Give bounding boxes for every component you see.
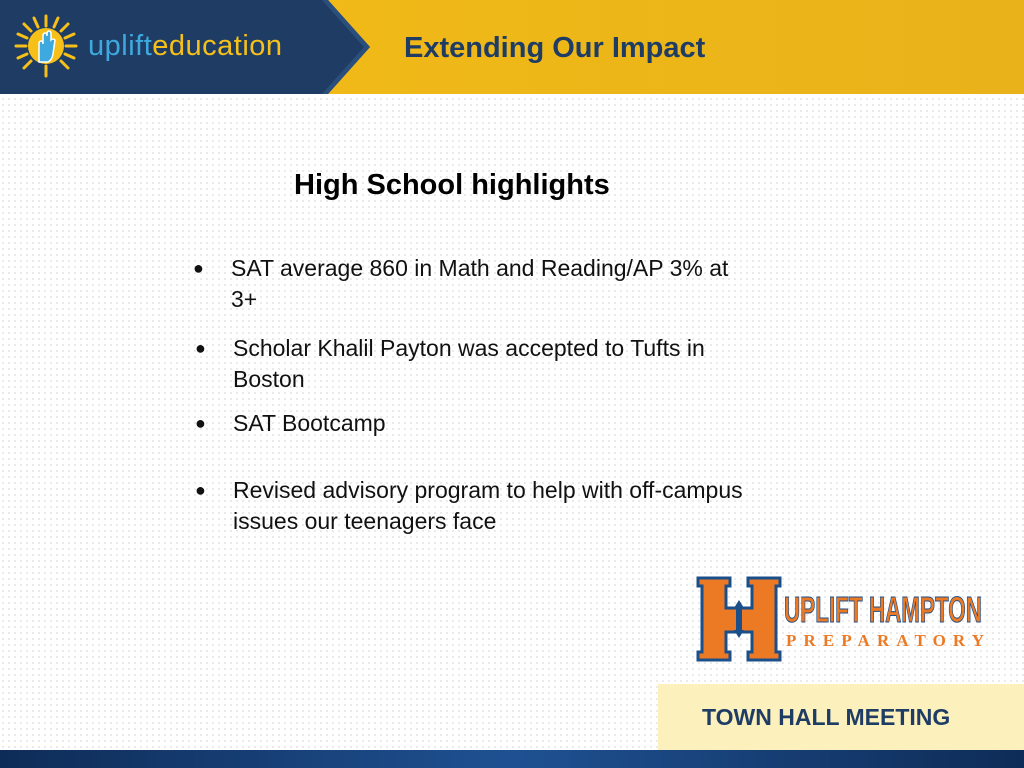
list-item-text-line1: SAT Bootcamp (233, 410, 386, 436)
list-item-text-line1: Revised advisory program to help with off-campus (233, 477, 743, 503)
brand-logo-text (88, 28, 283, 64)
bullet-icon: ● (193, 258, 204, 278)
school-logo (696, 576, 988, 662)
list-item (195, 408, 815, 439)
town-hall-label: TOWN HALL MEETING (702, 704, 951, 730)
brand-logo-part1: uplift (88, 30, 153, 62)
list-item-text-line2: Boston (233, 366, 305, 392)
list-item-text-line1: SAT average 860 in Math and Reading/AP 3% at (231, 255, 729, 281)
bullet-icon: ● (195, 480, 206, 500)
school-logo-line2: PREPARATORY (786, 631, 984, 650)
highlights-list (195, 253, 815, 537)
footer-bar (0, 750, 1024, 768)
letter-h-emblem-icon (698, 578, 780, 660)
sun-hand-icon (14, 14, 78, 78)
list-item (195, 333, 815, 395)
list-item-text-line2: 3+ (231, 286, 258, 312)
header-banner (0, 0, 1024, 94)
bullet-icon: ● (195, 338, 206, 358)
page-title: Extending Our Impact (404, 32, 706, 64)
list-item-text-line1: Scholar Khalil Payton was accepted to Tufts in (233, 335, 705, 361)
bullet-icon: ● (195, 413, 206, 433)
list-item-text-line2: issues our teenagers face (233, 508, 497, 534)
list-item (193, 253, 815, 315)
list-item (195, 475, 815, 537)
section-title: High School highlights (294, 169, 610, 201)
brand-logo-part2: education (152, 30, 283, 62)
school-logo-line1: UPLIFT HAMPTON (784, 589, 982, 630)
town-hall-badge (658, 684, 1024, 750)
